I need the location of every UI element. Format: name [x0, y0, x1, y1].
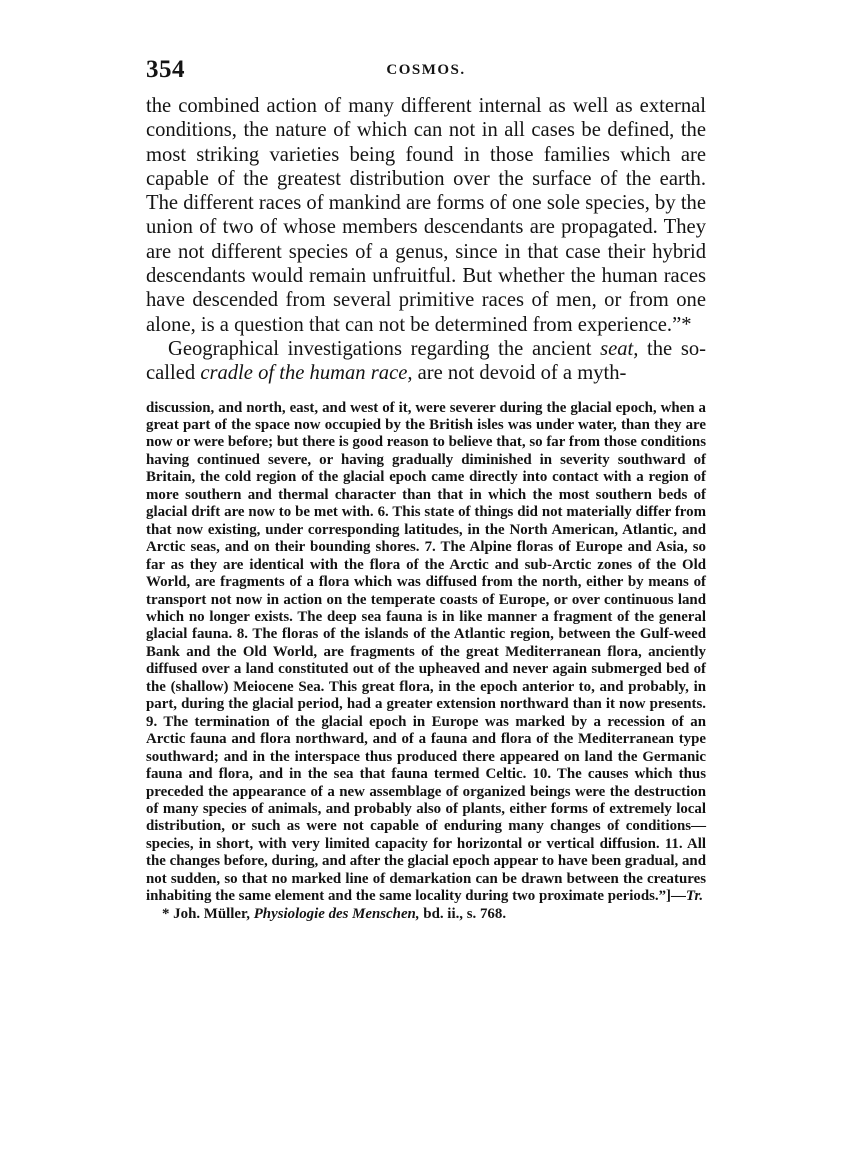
paragraph-2-text-1: Geographical investigations regarding the ancient [168, 337, 601, 360]
footnote-separator [146, 386, 706, 400]
footnote-translator-mark: Tr. [685, 888, 704, 905]
paragraph-2-italic-cradle: cradle of the human race, [200, 362, 413, 385]
running-title: COSMOS. [386, 62, 466, 78]
book-page [146, 56, 706, 923]
footnote-continued-text: discussion, and north, east, and west of it, were severer during the glacial epoch, when a great part of the space now occupied by the British isles was under water, than they are now or were before; but there is good reason to believe that, so far from those conditions having continued severe, or having gradually diminished in severity southward of Britain, the cold region of the glacial epoch came directly into contact with a region of more southern and thermal character than that in which the most southern beds of glacial drift are now to be met with. 6. This state of things did not materially differ from that now existing, under corresponding latitudes, in the North American, Atlantic, and Arctic seas, and on their bounding shores. 7. The Alpine floras of Europe and Asia, so far as they are identical with the flora of the Arctic and sub-Arctic zones of the Old World, are fragments of a flora which was diffused from the north, either by means of transport not now in action on the temperate coasts of Europe, or over continuous land which no longer exists. The deep sea fauna is in like manner a fragment of the general glacial fauna. 8. The floras of the islands of the Atlantic region, between the Gulf-weed Bank and the Old World, are fragments of the great Mediterranean flora, anciently diffused over a land constituted out of the upheaved and never again submerged bed of the (shallow) Meiocene Sea. This great flora, in the epoch anterior to, and probably, in part, during the glacial period, had a greater extension northward than it now presents. 9. The termination of the glacial epoch in Europe was marked by a recession of an Arctic fauna and flora northward, and of a fauna and flora of the Mediterranean type southward; and in the interspace thus produced there appeared on land the Germanic fauna and flora, and in the sea that fauna termed Celtic. 10. The causes which thus preceded the appearance of a new assemblage of organized beings were the destruction of many species of animals, and probably also of plants, either forms of extremely local distribution, or such as were not capable of enduring many changes of conditions—species, in short, with very limited capacity for horizontal or vertical diffusion. 11. All the changes before, during, and after the glacial epoch appear to have been gradual, and not sudden, so that no marked line of demarkation can be drawn between the creatures inhabiting the same element and the same locality during two proximate periods.”]— [146, 399, 706, 905]
body-paragraph-1: the combined action of many different internal as well as external conditions, the nature of which can not in all cases be defined, the most striking varieties being found in those families which are capable of the greatest distribution over the surface of the earth. The different races of mankind are forms of one sole species, by the union of two of whose members descendants are propagated. They are not different species of a genus, since in that case their hybrid descendants would remain unfruitful. But whether the human races have descended from several primitive races of men, or from one alone, is a question that can not be determined from experience.”* [146, 95, 706, 336]
body-paragraph-2 [146, 337, 706, 386]
page-number: 354 [146, 56, 185, 83]
paragraph-2-italic-seat: seat, [600, 337, 639, 360]
footnote-marker: * [162, 905, 174, 922]
running-head [146, 56, 706, 94]
footnote-reference [146, 906, 706, 923]
footnote-locator: bd. ii., s. 768. [419, 905, 507, 922]
paragraph-2-text-3: are not devoid of a myth- [412, 362, 627, 385]
paragraph-2-text-2: the so-called [146, 337, 707, 385]
footnote-continued [146, 400, 706, 906]
footnote-author: Joh. Müller, [173, 905, 254, 922]
footnote-work-title: Physiologie des Menschen, [253, 905, 420, 922]
